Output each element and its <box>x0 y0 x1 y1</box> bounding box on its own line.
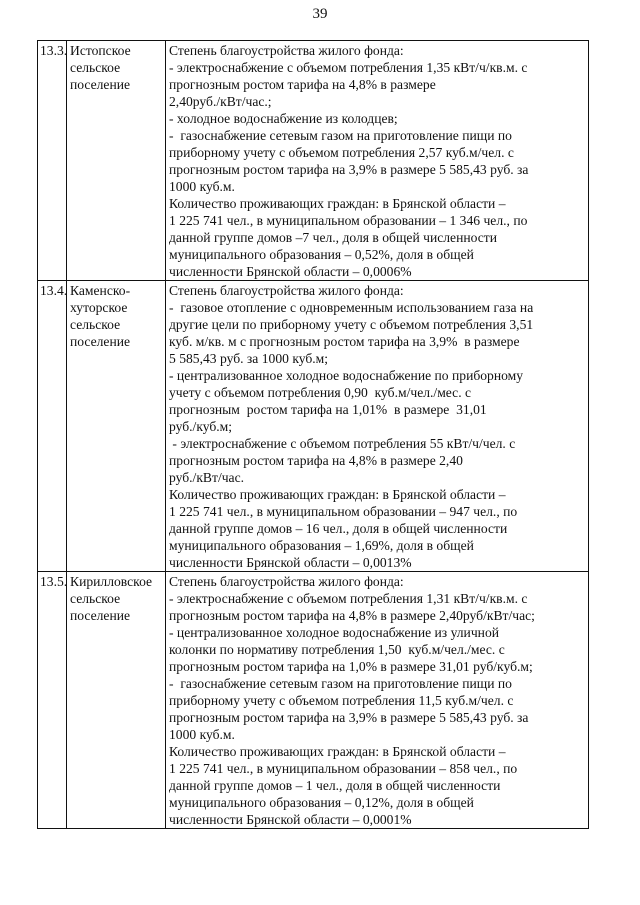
name-line: хуторское <box>70 300 128 315</box>
text-line: Количество проживающих граждан: в Брянской области – <box>169 196 506 211</box>
text-line: куб. м/кв. м с прогнозным ростом тарифа на 3,9% в размере <box>169 334 520 349</box>
description-cell <box>166 281 589 572</box>
table-row <box>38 281 589 572</box>
text-line: колонки по нормативу потребления 1,50 куб.м/чел./мес. с <box>169 642 505 657</box>
text-line: численности Брянской области – 0,0001% <box>169 812 412 827</box>
name-line: Каменско- <box>70 283 131 298</box>
text-line: - электроснабжение с объемом потребления 1,31 кВт/ч/кв.м. с <box>169 591 528 606</box>
text-line: данной группе домов – 16 чел., доля в общей численности <box>169 521 508 536</box>
text-line: 1000 куб.м. <box>169 179 235 194</box>
name-line: сельское <box>70 60 121 75</box>
text-line: - электроснабжение с объемом потребления 1,35 кВт/ч/кв.м. с <box>169 60 528 75</box>
name-line: поселение <box>70 77 131 92</box>
text-line: Количество проживающих граждан: в Брянской области – <box>169 744 506 759</box>
municipal-table <box>37 40 589 829</box>
text-line: прогнозным ростом тарифа на 4,8% в размере 2,40 <box>169 453 463 468</box>
table-row <box>38 41 589 281</box>
text-line: 5 585,43 руб. за 1000 куб.м; <box>169 351 329 366</box>
text-line: - газоснабжение сетевым газом на приготовление пищи по <box>169 676 512 691</box>
row-number: 13.3. <box>38 41 67 281</box>
description-cell <box>166 41 589 281</box>
text-line: - газовое отопление с одновременным использованием газа на <box>169 300 534 315</box>
text-line: прогнозным ростом тарифа на 3,9% в размере 5 585,43 руб. за <box>169 162 529 177</box>
page-number: 39 <box>312 6 328 22</box>
name-line: Кирилловское <box>70 574 153 589</box>
text-line: муниципального образования – 0,12%, доля в общей <box>169 795 474 810</box>
text-line: Степень благоустройства жилого фонда: <box>169 283 404 298</box>
text-line: прогнозным ростом тарифа на 4,8% в размере 2,40руб/кВт/час; <box>169 608 535 623</box>
text-line: численности Брянской области – 0,0013% <box>169 555 412 570</box>
text-line: 1000 куб.м. <box>169 727 235 742</box>
text-line: данной группе домов –7 чел., доля в общей численности <box>169 230 498 245</box>
text-line: - централизованное холодное водоснабжение из уличной <box>169 625 500 640</box>
text-line: 1 225 741 чел., в муниципальном образовании – 1 346 чел., по <box>169 213 528 228</box>
text-line: прогнозным ростом тарифа на 4,8% в размере <box>169 77 436 92</box>
text-line: численности Брянской области – 0,0006% <box>169 264 412 279</box>
text-line: Степень благоустройства жилого фонда: <box>169 43 404 58</box>
text-line: приборному учету с объемом потребления 2,57 куб.м/чел. с <box>169 145 514 160</box>
settlement-name <box>67 281 166 572</box>
text-line: прогнозным ростом тарифа на 1,01% в размере 31,01 <box>169 402 487 417</box>
text-line: другие цели по приборному учету с объемом потребления 3,51 <box>169 317 534 332</box>
text-line: 1 225 741 чел., в муниципальном образовании – 947 чел., по <box>169 504 518 519</box>
settlement-name <box>67 572 166 829</box>
text-line: - холодное водоснабжение из колодцев; <box>169 111 398 126</box>
settlement-name <box>67 41 166 281</box>
name-line: сельское <box>70 317 121 332</box>
name-line: поселение <box>70 608 131 623</box>
text-line: - централизованное холодное водоснабжение по приборному <box>169 368 524 383</box>
text-line: прогнозным ростом тарифа на 3,9% в размере 5 585,43 руб. за <box>169 710 529 725</box>
text-line: муниципального образования – 1,69%, доля в общей <box>169 538 474 553</box>
text-line: 2,40руб./кВт/час.; <box>169 94 272 109</box>
name-line: сельское <box>70 591 121 606</box>
description-cell <box>166 572 589 829</box>
text-line: учету с объемом потребления 0,90 куб.м/чел./мес. с <box>169 385 472 400</box>
text-line: прогнозным ростом тарифа на 1,0% в размере 31,01 руб/куб.м; <box>169 659 533 674</box>
row-number: 13.4. <box>38 281 67 572</box>
text-line: Степень благоустройства жилого фонда: <box>169 574 404 589</box>
name-line: поселение <box>70 334 131 349</box>
text-line: руб./кВт/час. <box>169 470 245 485</box>
text-line: - электроснабжение с объемом потребления 55 кВт/ч/чел. с <box>169 436 516 451</box>
table-row <box>38 572 589 829</box>
text-line: муниципального образования – 0,52%, доля в общей <box>169 247 474 262</box>
text-line: данной группе домов – 1 чел., доля в общей численности <box>169 778 501 793</box>
text-line: - газоснабжение сетевым газом на приготовление пищи по <box>169 128 512 143</box>
name-line: Истопское <box>70 43 131 58</box>
text-line: приборному учету с объемом потребления 11,5 куб.м/чел. с <box>169 693 514 708</box>
text-line: 1 225 741 чел., в муниципальном образовании – 858 чел., по <box>169 761 518 776</box>
row-number: 13.5. <box>38 572 67 829</box>
text-line: Количество проживающих граждан: в Брянской области – <box>169 487 506 502</box>
text-line: руб./куб.м; <box>169 419 233 434</box>
